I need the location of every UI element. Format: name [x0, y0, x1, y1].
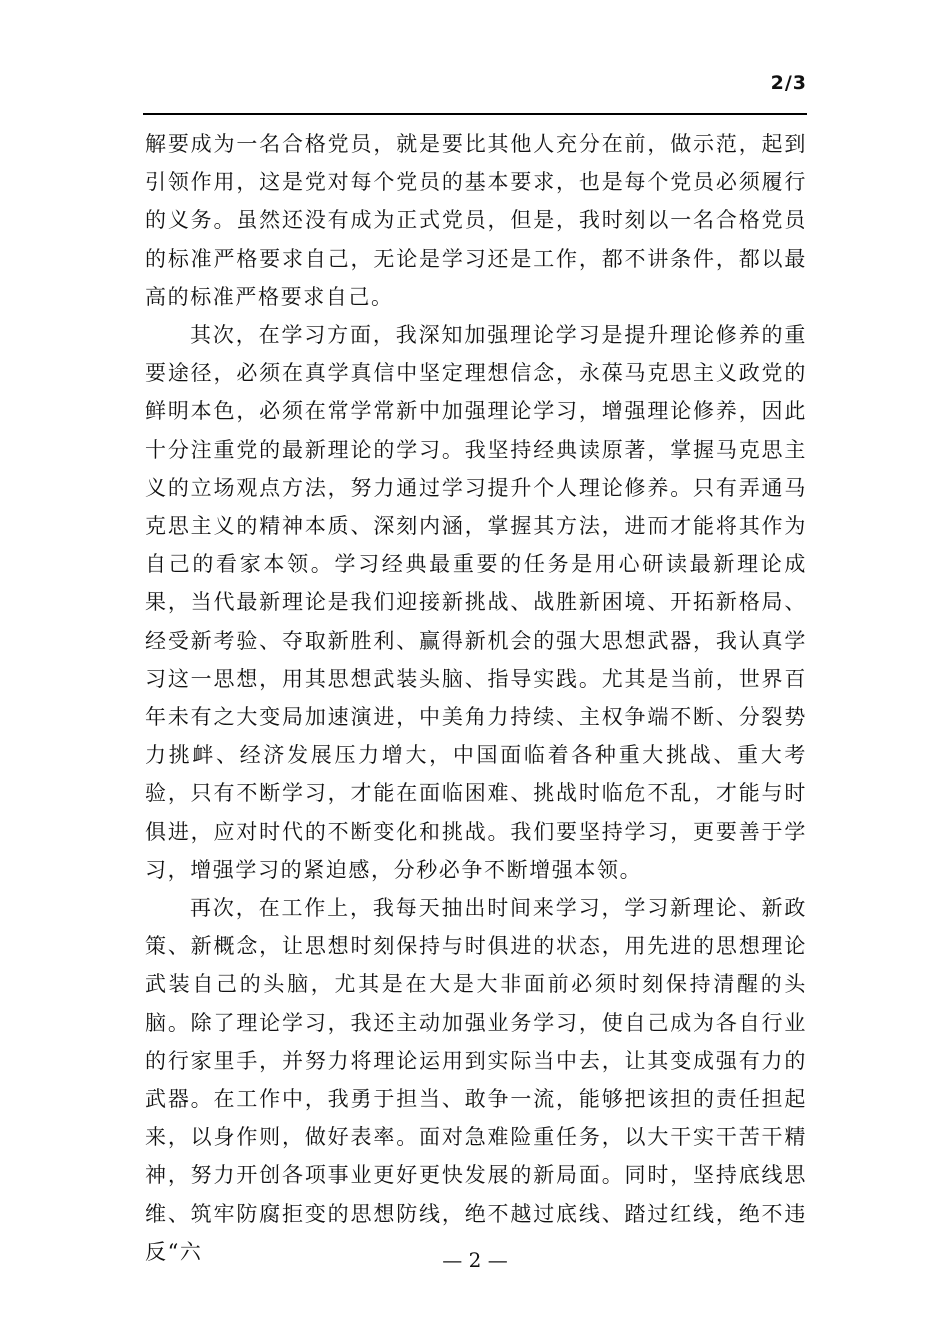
paragraph-continuation: 解要成为一名合格党员，就是要比其他人充分在前，做示范，起到引领作用，这是党对每个党员的基本要求，也是每个党员必须履行的义务。虽然还没有成为正式党员，但是，我时刻以一名合格党员的标准严格要求自己，无论是学习还是工作，都不讲条件，都以最高的标准严格要求自己。: [145, 132, 807, 309]
paragraph-study: 其次，在学习方面，我深知加强理论学习是提升理论修养的重要途径，必须在真学真信中坚定理想信念，永葆马克思主义政党的鲜明本色，必须在常学常新中加强理论学习，增强理论修养，因此十分注重党的最新理论的学习。我坚持经典读原著，掌握马克思主义的立场观点方法，努力通过学习提升个人理论修养。只有弄通马克思主义的精神本质、深刻内涵，掌握其方法，进而才能将其作为自己的看家本领。学习经典最重要的任务是用心研读最新理论成果，当代最新理论是我们迎接新挑战、战胜新困境、开拓新格局、经受新考验、夺取新胜利、赢得新机会的强大思想武器，我认真学习这一思想，用其思想武装头脑、指导实践。尤其是当前，世界百年未有之大变局加速演进，中美角力持续、主权争端不断、分裂势力挑衅、经济发展压力增大，中国面临着各种重大挑战、重大考验，只有不断学习，才能在面临困难、挑战时临危不乱，才能与时俱进，应对时代的不断变化和挑战。我们要坚持学习，更要善于学习，增强学习的紧迫感，分秒必争不断增强本领。: [145, 323, 807, 882]
page-number-footer: — 2 —: [442, 1248, 508, 1272]
page-counter: 2/3: [770, 72, 807, 94]
paragraph-work: 再次，在工作上，我每天抽出时间来学习，学习新理论、新政策、新概念，让思想时刻保持与时俱进的状态，用先进的思想理论武装自己的头脑，尤其是在大是大非面前必须时刻保持清醒的头脑。除了理论学习，我还主动加强业务学习，使自己成为各自行业的行家里手，并努力将理论运用到实际当中去，让其变成强有力的武器。在工作中，我勇于担当、敢争一流，能够把该担的责任担起来，以身作则，做好表率。面对急难险重任务，以大干实干苦干精神，努力开创各项事业更好更快发展的新局面。同时，坚持底线思维、筑牢防腐拒变的思想防线，绝不越过底线、踏过红线，绝不违反“六: [145, 896, 807, 1264]
header-rule: [143, 113, 807, 115]
document-body: [145, 125, 807, 1271]
